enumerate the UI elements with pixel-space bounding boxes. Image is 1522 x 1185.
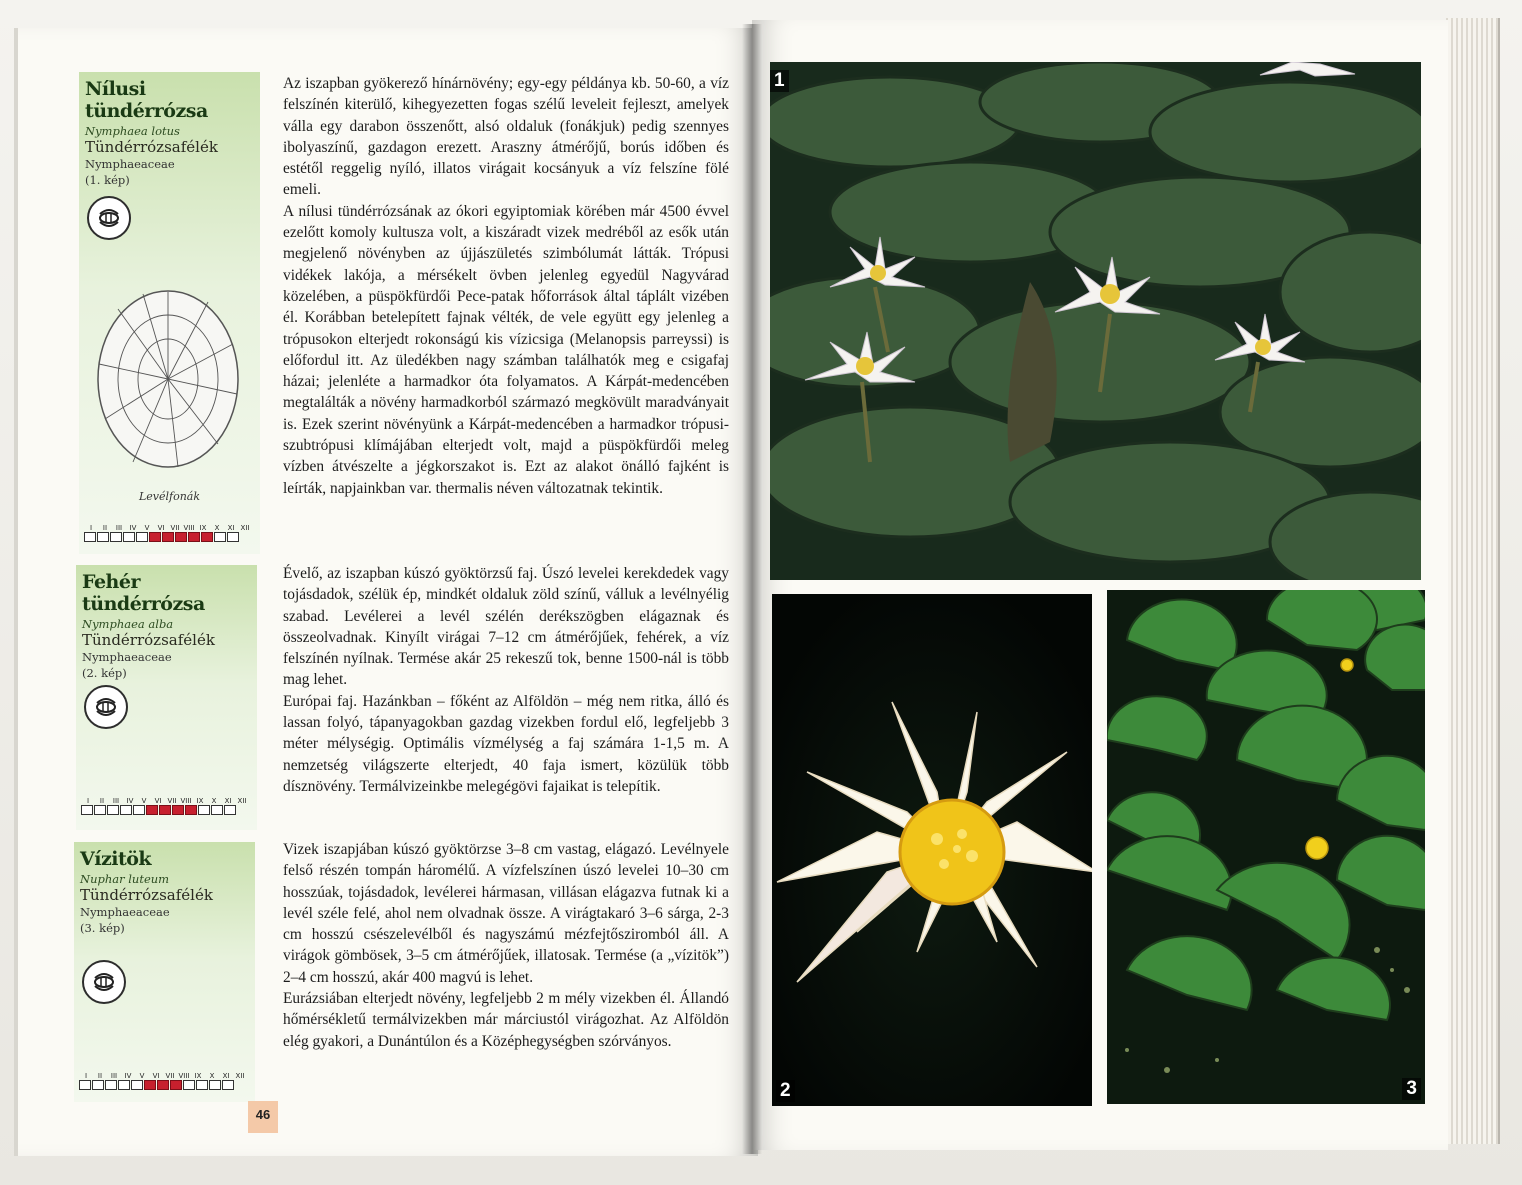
month-box	[84, 532, 96, 542]
photo-reference: (3. kép)	[80, 921, 125, 935]
month-label: IV	[124, 1072, 132, 1080]
month-box	[97, 532, 109, 542]
month-labels	[84, 524, 254, 532]
species-title: Vízitök	[80, 848, 152, 870]
month-label: VIII	[178, 1072, 190, 1080]
month-box	[123, 532, 135, 542]
month-box	[79, 1080, 91, 1090]
feher-tunderrozsa-photo	[772, 594, 1092, 1106]
month-box	[185, 805, 197, 815]
month-label: II	[99, 797, 105, 805]
bloom-calendar	[79, 1072, 249, 1090]
month-label: VII	[165, 1072, 175, 1080]
species-text-vizitok	[283, 839, 729, 1052]
species-card-nilusi	[79, 72, 260, 554]
book-gutter	[742, 24, 762, 1154]
month-box	[107, 805, 119, 815]
illustration-caption: Levélfonák	[138, 490, 201, 503]
month-box	[136, 532, 148, 542]
photo-number: 1	[770, 70, 789, 92]
month-box	[118, 1080, 130, 1090]
month-boxes	[79, 1080, 249, 1090]
paragraph: Eurázsiában elterjedt növény, legfeljebb 2 m mély vizekben él. Állandó hőmérsékletű termálvizekben már márciustól virágozhat. Az Alföldön elég gyakori, a Dunántúlon és a Középhegységben szórványos.	[283, 990, 729, 1050]
species-latin-name: Nymphaea alba	[82, 617, 174, 631]
month-label: III	[112, 797, 120, 805]
month-box	[110, 532, 122, 542]
month-label: X	[214, 524, 220, 532]
bloom-calendar	[81, 797, 251, 815]
month-box	[196, 1080, 208, 1090]
month-label: I	[89, 524, 93, 532]
month-box	[170, 1080, 182, 1090]
month-label: VI	[152, 1072, 160, 1080]
month-label: IX	[199, 524, 207, 532]
month-box	[159, 805, 171, 815]
species-family: Tündérrózsafélék	[85, 138, 218, 156]
month-box	[94, 805, 106, 815]
paragraph: Évelő, az iszapban kúszó gyöktörzsű faj. Úszó levelei kerekdedek vagy tojásdadok, szélük ép, mindkét oldaluk zöld színű, válluk a levélnyélig szabad. Levélerei a levél szélén derékszögben elágaznak és összeolvadnak. Kinyílt virágai 7–12 cm átmérőjűek, fehérek, a víz felszínén nyílnak. Termése akár 25 rekeszű tok, benne 1500-nál is több mag lehet.	[283, 565, 729, 689]
month-label: XII	[237, 797, 247, 805]
month-box	[144, 1080, 156, 1090]
month-label: IV	[129, 524, 137, 532]
month-label: XII	[235, 1072, 245, 1080]
month-box	[188, 532, 200, 542]
species-family: Tündérrózsafélék	[80, 886, 213, 904]
month-label: II	[102, 524, 108, 532]
month-label: V	[141, 797, 147, 805]
month-box	[157, 1080, 169, 1090]
month-label: III	[110, 1072, 118, 1080]
species-text-nilusi	[283, 73, 729, 499]
month-label: V	[144, 524, 150, 532]
month-box	[92, 1080, 104, 1090]
month-box	[162, 532, 174, 542]
month-box	[214, 532, 226, 542]
paragraph: A nílusi tündérrózsának az ókori egyiptomiak körében már 4500 évvel ezelőtt komoly kultusza volt, a kiszáradt vizek medréből az esők után megjelenő növényben az újjászületés szimbólumát látták. Trópusi vidékek lakója, a mérsékelt övben jelenleg egyedül Nagyvárad közelében, a püspökfürdői Pece-patak hőforrások által táplált vizében él. Korábban betelepített fajnak vélték, de vele együtt egy jelenleg a trópusokon elterjedt rokonságú kis vízicsiga (Melanopsis parreyssi) is előfordul itt. Az üledékben nagy számban találhatók meg e csigafaj házai; jelenléte a harmadkor óta folyamatos. A Kárpát-medencében megtalálták a növény harmadkorból származó megkövült maradványait is. Ezek szerint növényünk a Kárpát-medencében a harmadkor trópusi-szubtrópusi klímájában elterjedt volt, majd a püspökfürdői meleg vízben átvészelte a jégkorszakot is. Ezt az alakot önálló fajként is leírták, napjainkban var. thermalis néven változatnak tekintik.	[283, 202, 729, 497]
month-boxes	[81, 805, 251, 815]
month-label: IX	[194, 1072, 202, 1080]
bloom-calendar	[84, 524, 254, 542]
month-labels	[79, 1072, 249, 1080]
page-edges	[1446, 18, 1500, 1144]
month-box	[224, 805, 236, 815]
month-box	[198, 805, 210, 815]
month-box	[146, 805, 158, 815]
month-label: VI	[157, 524, 165, 532]
month-label: V	[139, 1072, 145, 1080]
month-label: III	[115, 524, 123, 532]
month-box	[81, 805, 93, 815]
month-label: VII	[167, 797, 177, 805]
month-box	[175, 532, 187, 542]
month-box	[133, 805, 145, 815]
species-family: Tündérrózsafélék	[82, 631, 215, 649]
month-label: VIII	[183, 524, 195, 532]
species-text-feher	[283, 563, 729, 797]
photo-reference: (1. kép)	[85, 173, 130, 187]
month-label: IX	[196, 797, 204, 805]
month-box	[201, 532, 213, 542]
month-box	[222, 1080, 234, 1090]
month-box	[105, 1080, 117, 1090]
month-boxes	[84, 532, 254, 542]
month-box	[209, 1080, 221, 1090]
month-label: IV	[126, 797, 134, 805]
month-box	[149, 532, 161, 542]
month-label: I	[84, 1072, 88, 1080]
species-latin-name: Nuphar luteum	[80, 872, 170, 886]
month-label: XI	[222, 1072, 230, 1080]
month-box	[183, 1080, 195, 1090]
month-label: X	[209, 1072, 215, 1080]
photo-number: 3	[1402, 1078, 1421, 1100]
month-label: XI	[227, 524, 235, 532]
photo-reference: (2. kép)	[82, 666, 127, 680]
leaf-underside-illustration	[93, 284, 243, 479]
vizitok-photo	[1107, 590, 1425, 1104]
month-label: VII	[170, 524, 180, 532]
month-box	[172, 805, 184, 815]
month-box	[131, 1080, 143, 1090]
species-family-latin: Nymphaeaceae	[85, 157, 175, 171]
month-label: XII	[240, 524, 250, 532]
species-title: Fehér tündérrózsa	[82, 571, 205, 615]
bee-icon	[82, 960, 126, 1004]
month-label: X	[211, 797, 217, 805]
species-latin-name: Nymphaea lotus	[85, 124, 180, 138]
species-card-vizitok	[74, 842, 255, 1102]
bee-icon	[84, 685, 128, 729]
month-label: XI	[224, 797, 232, 805]
month-labels	[81, 797, 251, 805]
month-label: VI	[154, 797, 162, 805]
month-box	[211, 805, 223, 815]
paragraph: Európai faj. Hazánkban – főként az Alföldön – még nem ritka, álló és lassan folyó, tápanyagokban gazdag vizekben fordul elő, legfeljebb 3 méter mélységig. Optimális vízmélység a faj számára 1-1,5 m. A nemzetség világszerte elterjedt, 40 faja ismert, közülük több dísznövény. Termálvizeinkbe melegégövi fajaikat is telepítik.	[283, 692, 729, 795]
paragraph: Az iszapban gyökerező hínárnövény; egy-egy példánya kb. 50-60, a víz felszínén kiterülő, kihegyezetten fogas szélű leveleit fejleszt, amelyek válla egy darabon összenőtt, alsó oldaluk (fonákjuk) pedig szennyes ibolyaszínű, gazdagon erezett. Araszny átmérőjű, borús időben és estétől reggelig nyíló, illatos virágait kocsányuk a víz felszíne fölé emeli.	[283, 75, 729, 199]
species-card-feher	[76, 565, 257, 830]
species-family-latin: Nymphaeaceae	[82, 650, 172, 664]
photo-number: 2	[776, 1080, 795, 1102]
page-number: 46	[248, 1101, 278, 1133]
species-family-latin: Nymphaeaceae	[80, 905, 170, 919]
species-title: Nílusi tündérrózsa	[85, 78, 208, 122]
month-box	[227, 532, 239, 542]
month-label: I	[86, 797, 90, 805]
month-label: II	[97, 1072, 103, 1080]
paragraph: Vizek iszapjában kúszó gyöktörzse 3–8 cm vastag, elágazó. Levélnyele felső részén tompán háromélű. A vízfelszínen úszó levelei 10–30 cm hosszúak, tojásdadok, levélerei hármasan, villásan elágazva futnak ki a levél széle felé, ahol nem olvadnak össze. A virágtakaró 3–6 sárga, 2-3 cm hosszú csészelevélből és nagyszámú mézfejtősziromból áll. A virágok gömbösek, 3–5 cm átmérőjűek, illatosak. Termése (a „vízitök”) 2–4 cm hosszú, akár 400 magvú is lehet.	[283, 841, 729, 986]
nilusi-tunderrozsa-photo	[770, 62, 1421, 580]
month-label: VIII	[180, 797, 192, 805]
bee-icon	[87, 196, 131, 240]
month-box	[120, 805, 132, 815]
